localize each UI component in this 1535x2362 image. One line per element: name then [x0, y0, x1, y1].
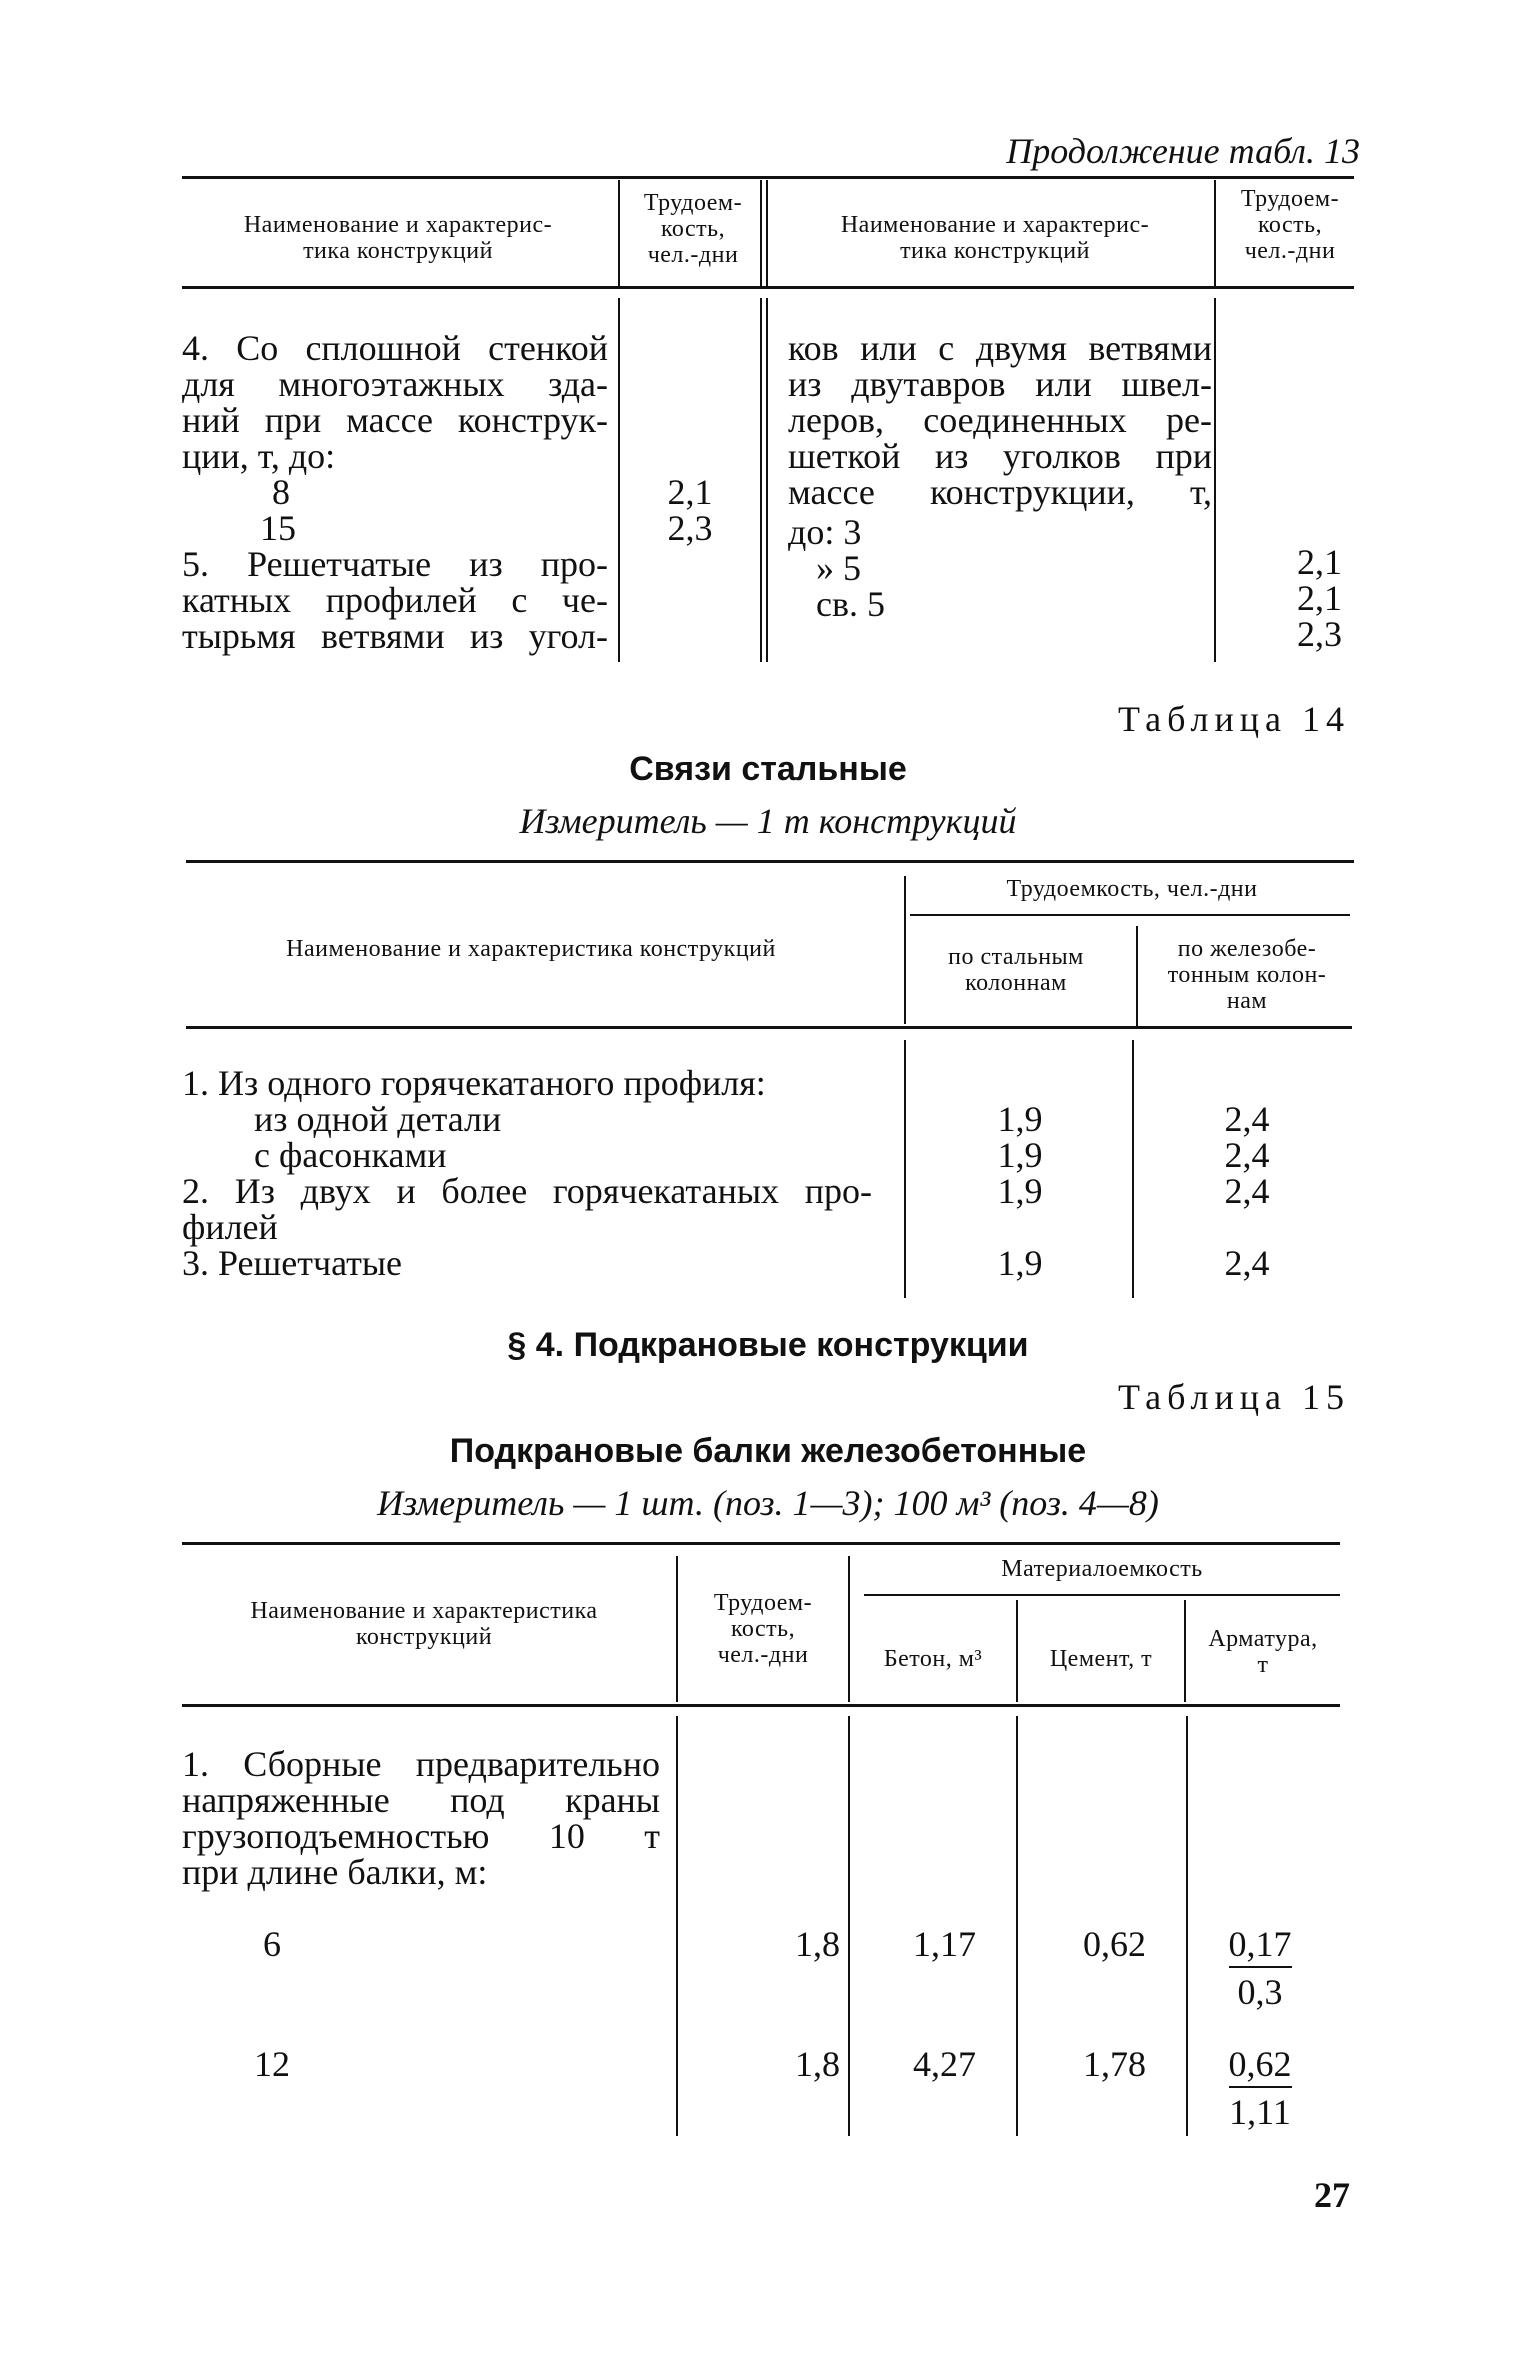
- table15-vrule: [1184, 1600, 1186, 1702]
- table14-caption: Таблица 14: [1118, 699, 1350, 739]
- table-row: 2. Из двух и более горячекатаных про-: [182, 1171, 872, 1211]
- table-row: с фасонками: [254, 1135, 447, 1175]
- table15-measure: Измеритель — 1 шт. (поз. 1—3); 100 м³ (поз. 4—8): [377, 1483, 1159, 1523]
- table15-top-rule: [182, 1542, 1340, 1545]
- table14-vrule: [1132, 1040, 1134, 1298]
- table13-head-name-right: Наименование и характерис- тика конструкций: [840, 212, 1150, 264]
- table14-body: [182, 1065, 872, 1281]
- table-row: филей: [182, 1207, 278, 1247]
- table15-head-group: Материалоемкость: [1001, 1556, 1203, 1582]
- table13-head-labor-right: Трудоем- кость, чел.-дни: [1240, 186, 1340, 264]
- table14-head-rule: [186, 1026, 1352, 1029]
- table15-head-name: Наименование и характеристика конструкций: [250, 1598, 598, 1650]
- table13-vrule: [1214, 298, 1216, 662]
- section-heading: § 4. Подкрановые конструкции: [507, 1326, 1029, 1364]
- table15-row2-arm: $\frac{0,62}{1,11}$: [1228, 2044, 1292, 2132]
- table14-col2-values: 2,4 2,4 2,4 2,4: [1224, 1099, 1270, 1283]
- table15-row2-beton: 4,27: [913, 2044, 976, 2084]
- table13-vrule: [618, 180, 620, 286]
- table15-row2-len: 12: [254, 2044, 290, 2084]
- table13-vrule: [760, 298, 762, 662]
- table14-vrule: [904, 1040, 906, 1298]
- table14-top-rule: [186, 860, 1354, 863]
- table15-caption: Таблица 15: [1118, 1377, 1350, 1417]
- table13-vrule: [760, 180, 762, 286]
- table15-item-text: 1. Сборные предварительно напряженные под краны грузоподъемностью 10 т при длине балки, м:: [182, 1744, 660, 1892]
- table15-vrule: [1016, 1716, 1018, 2136]
- table15-row1-beton: 1,17: [913, 1924, 976, 1964]
- table15-row1-cement: 0,62: [1083, 1924, 1146, 1964]
- table14-head-col2: по железобе- тонным колон- нам: [1167, 936, 1327, 1014]
- table15-vrule: [848, 1716, 850, 2136]
- table14-vrule: [904, 876, 906, 1024]
- table13-right-body: ков или с двумя ветвями из двутавров или швел- леров, соединенных ре- шеткой из уголков при массе конструкции, т, до: 3 » 5 св. 5: [788, 328, 1212, 624]
- table15-head-arm: Арматура, т: [1208, 1626, 1318, 1678]
- table15-row2-cement: 1,78: [1083, 2044, 1146, 2084]
- table13-left-values: 2,1 2,3: [667, 472, 713, 548]
- table15-head-labor: Трудоем- кость, чел.-дни: [713, 1590, 813, 1668]
- table13-head-name-left: Наименование и характерис- тика конструкций: [243, 212, 553, 264]
- table15-row2-labor: 1,8: [795, 2044, 840, 2084]
- continuation-caption: Продолжение табл. 13: [1006, 131, 1360, 171]
- table15-row1-labor: 1,8: [795, 1924, 840, 1964]
- table15-head-cement: Цемент, т: [1049, 1646, 1153, 1672]
- table-row: 3. Решетчатые: [182, 1243, 403, 1283]
- table13-vrule: [1214, 180, 1216, 286]
- table13-vrule: [766, 180, 768, 286]
- page-number: 27: [1314, 2175, 1350, 2215]
- table14-measure: Измеритель — 1 т конструкций: [519, 801, 1017, 841]
- table13-top-rule: [182, 176, 1354, 179]
- table-row: 1. Из одного горячекатаного профиля:: [182, 1063, 766, 1103]
- table15-vrule: [848, 1556, 850, 1702]
- table13-vrule: [618, 298, 620, 662]
- table15-row1-len: 6: [263, 1924, 281, 1964]
- table15-vrule: [1016, 1600, 1018, 1702]
- table15-title: Подкрановые балки железобетонные: [449, 1432, 1087, 1470]
- table14-group-rule: [910, 914, 1350, 916]
- table13-left-body: 4. Со сплошной стенкой для многоэтажных зда- ний при массе конструк- ции, т, до: 8 15 5. Решетчатые из про- катных профилей с че- тырьмя ветвями из угол-: [182, 328, 608, 656]
- table-row: из одной детали: [254, 1099, 502, 1139]
- table14-head-group: Трудоемкость, чел.-дни: [1006, 876, 1258, 902]
- table15-group-rule: [864, 1594, 1340, 1596]
- table14-title: Связи стальные: [629, 750, 907, 788]
- table13-head-rule: [182, 286, 1354, 289]
- table14-col1-values: 1,9 1,9 1,9 1,9: [997, 1099, 1043, 1283]
- table15-row1-arm: $\frac{0,17}{0,3}$: [1228, 1924, 1292, 2012]
- table15-head-rule: [182, 1704, 1340, 1707]
- table15-vrule: [1186, 1716, 1188, 2136]
- table14-vrule: [1136, 926, 1138, 1026]
- table15-head-beton: Бетон, м³: [883, 1646, 983, 1672]
- table15-vrule: [676, 1716, 678, 2136]
- table14-head-name: Наименование и характеристика конструкций: [286, 936, 776, 962]
- table15-vrule: [676, 1556, 678, 1702]
- table14-head-col1: по стальным колоннам: [948, 944, 1084, 996]
- table13-head-labor-left: Трудоем- кость, чел.-дни: [643, 190, 743, 268]
- table13-right-values: 2,1 2,1 2,3: [1297, 542, 1342, 654]
- table13-vrule: [766, 298, 768, 662]
